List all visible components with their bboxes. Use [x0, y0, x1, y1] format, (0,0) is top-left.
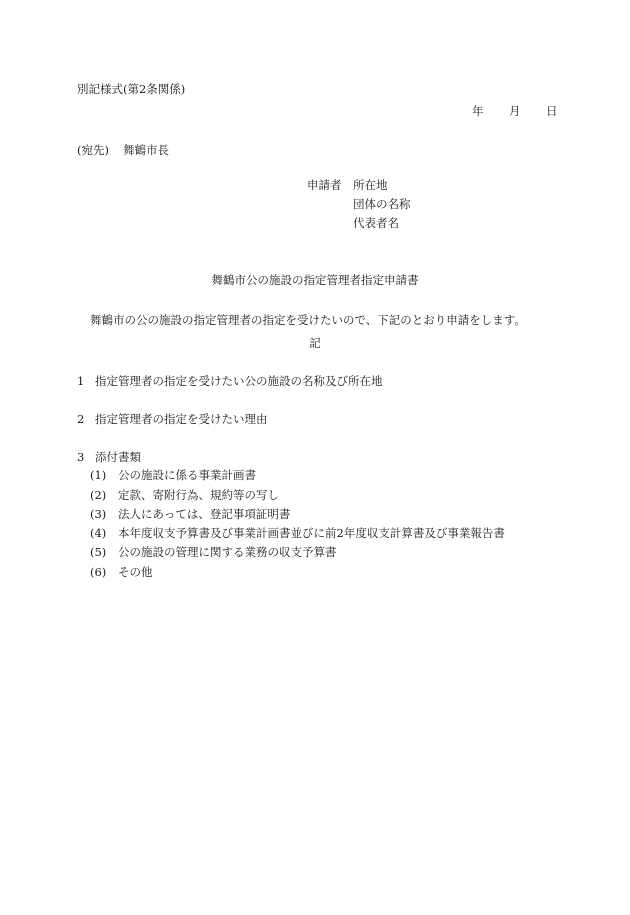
- ki-heading: 記: [309, 336, 321, 350]
- applicant-role: 申請者: [307, 178, 342, 192]
- date-line: [472, 106, 558, 118]
- attachment-text: 公の施設の管理に関する業務の収支予算書: [118, 545, 337, 559]
- section-1: [77, 376, 383, 388]
- attachment-text: その他: [118, 565, 153, 579]
- attachment-item-2: [90, 490, 279, 502]
- applicant-field-representative: 代表者名: [353, 216, 399, 230]
- attachment-item-5: [90, 547, 337, 559]
- attachment-item-6: [90, 567, 153, 579]
- attachment-number: (3): [90, 507, 107, 521]
- section-number: 2: [77, 412, 85, 426]
- addressee-label: (宛先): [77, 143, 109, 157]
- date-month-label: 月: [509, 104, 521, 118]
- attachment-text: 定款、寄附行為、規約等の写し: [118, 488, 279, 502]
- applicant-block: [307, 180, 388, 192]
- section-2: [77, 414, 268, 426]
- date-year-label: 年: [472, 104, 484, 118]
- attachment-item-3: [90, 509, 290, 521]
- section-3: [77, 452, 141, 464]
- section-text: 添付書類: [95, 450, 141, 464]
- attachment-text: 公の施設に係る事業計画書: [118, 468, 256, 482]
- attachment-item-4: [90, 528, 505, 540]
- attachment-number: (4): [90, 526, 107, 540]
- date-day-label: 日: [546, 104, 558, 118]
- request-statement: 舞鶴市の公の施設の指定管理者の指定を受けたいので、下記のとおり申請をします。: [90, 313, 526, 327]
- section-number: 1: [77, 374, 85, 388]
- attachment-text: 法人にあっては、登記事項証明書: [118, 507, 291, 521]
- attachment-text: 本年度収支予算書及び事業計画書並びに前2年度収支計算書及び事業報告書: [118, 526, 505, 540]
- addressee: [77, 145, 169, 157]
- attachment-number: (5): [90, 545, 107, 559]
- attachment-number: (1): [90, 468, 107, 482]
- attachment-number: (2): [90, 488, 107, 502]
- applicant-field-org-name: 団体の名称: [353, 197, 411, 211]
- attachment-item-1: [90, 470, 256, 482]
- section-text: 指定管理者の指定を受けたい理由: [95, 412, 268, 426]
- form-label: 別記様式(第2条関係): [77, 82, 186, 96]
- document-title: 舞鶴市公の施設の指定管理者指定申請書: [211, 273, 419, 287]
- attachment-number: (6): [90, 565, 107, 579]
- applicant-field-address: 所在地: [353, 178, 388, 192]
- section-number: 3: [77, 450, 85, 464]
- addressee-name: 舞鶴市長: [122, 143, 169, 157]
- section-text: 指定管理者の指定を受けたい公の施設の名称及び所在地: [95, 374, 383, 388]
